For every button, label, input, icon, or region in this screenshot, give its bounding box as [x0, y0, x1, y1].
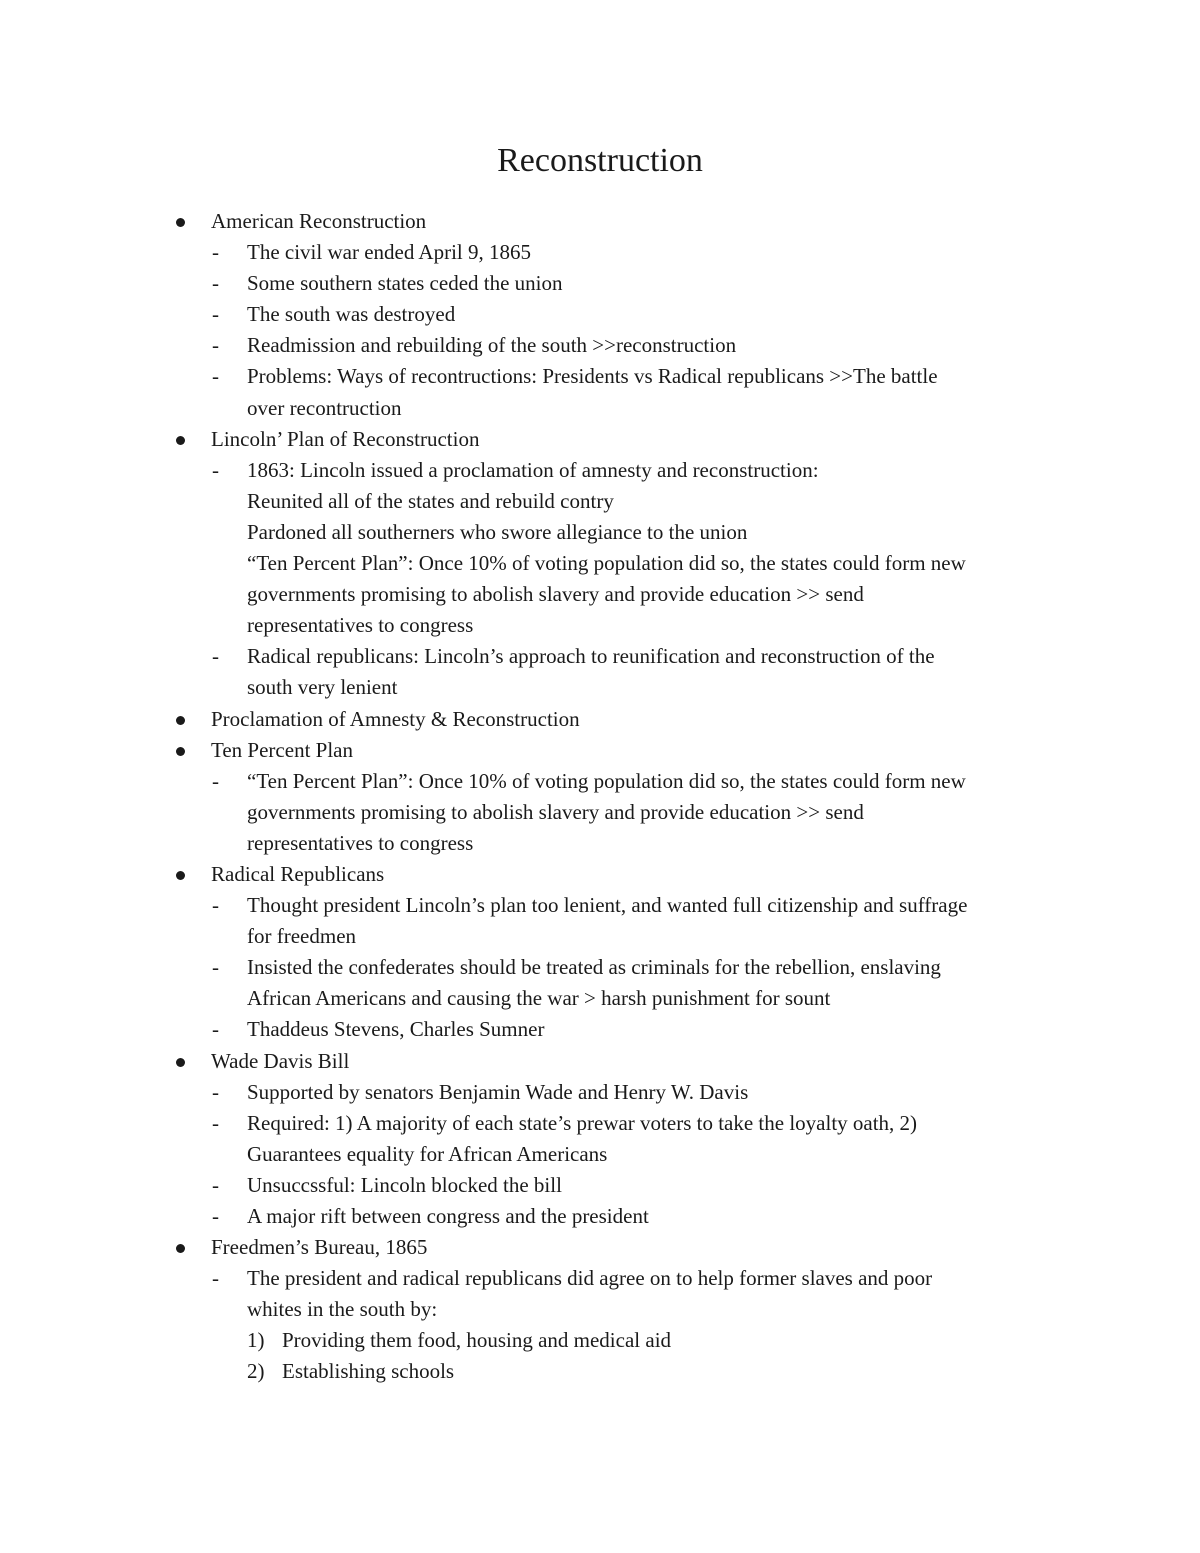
note-line-dash — [0, 299, 1200, 330]
bullet-text: Freedmen’s Bureau, 1865 — [211, 1235, 428, 1260]
sub-item-text: Required: 1) A majority of each state’s prewar voters to take the loyalty oath, 2) — [247, 1110, 918, 1135]
continuation-text: for freedmen — [247, 924, 357, 949]
note-line-dash — [0, 1170, 1200, 1201]
sub-item-text: Readmission and rebuilding of the south >>reconstruction — [247, 333, 737, 358]
continuation-text: representatives to congress — [247, 613, 474, 638]
dash-marker-icon: - — [212, 1079, 219, 1104]
bullet-text: Wade Davis Bill — [211, 1048, 350, 1073]
dash-marker-icon: - — [212, 768, 219, 793]
bullet-text: Ten Percent Plan — [211, 737, 353, 762]
note-line-cont — [0, 828, 1200, 859]
note-line-dash — [0, 1201, 1200, 1232]
page-title: Reconstruction — [497, 142, 703, 179]
note-line-dash — [0, 361, 1200, 392]
bullet-text: Radical Republicans — [211, 861, 385, 886]
dash-marker-icon: - — [212, 240, 219, 265]
continuation-text: Reunited all of the states and rebuild contry — [247, 488, 614, 513]
dash-marker-icon: - — [212, 1110, 219, 1135]
note-line-dash — [0, 268, 1200, 299]
note-line-cont — [0, 393, 1200, 424]
note-line-cont — [0, 486, 1200, 517]
sub-item-text: Radical republicans: Lincoln’s approach to reunification and reconstruction of the — [247, 644, 935, 669]
dash-marker-icon: - — [212, 271, 219, 296]
note-line-bullet — [0, 859, 1200, 890]
bullet-dot-icon — [176, 424, 187, 455]
continuation-text: over recontruction — [247, 395, 402, 420]
dash-marker-icon: - — [212, 333, 219, 358]
continuation-text: representatives to congress — [247, 830, 474, 855]
note-line-cont — [0, 921, 1200, 952]
dash-marker-icon: - — [212, 302, 219, 327]
sub-item-text: Problems: Ways of recontructions: Presidents vs Radical republicans >>The battle — [247, 364, 938, 389]
numbered-item-text: Providing them food, housing and medical aid — [282, 1328, 672, 1353]
sub-item-text: The south was destroyed — [247, 302, 456, 327]
note-line-cont — [0, 610, 1200, 641]
sub-item-text: 1863: Lincoln issued a proclamation of amnesty and reconstruction: — [247, 457, 819, 482]
sub-item-text: Insisted the confederates should be treated as criminals for the rebellion, enslaving — [247, 955, 941, 980]
note-line-dash — [0, 1014, 1200, 1045]
note-line-num — [0, 1356, 1200, 1387]
bullet-dot-icon — [176, 1232, 187, 1263]
dash-marker-icon: - — [212, 1204, 219, 1228]
sub-item-text: Thaddeus Stevens, Charles Sumner — [247, 1017, 545, 1042]
note-line-cont — [0, 1139, 1200, 1170]
numbered-item-text: Establishing schools — [282, 1359, 455, 1384]
note-line-cont — [0, 517, 1200, 548]
bullet-dot-icon — [176, 859, 187, 890]
notes-list — [0, 206, 1200, 1388]
note-line-cont — [0, 797, 1200, 828]
note-line-dash — [0, 890, 1200, 921]
note-line-dash — [0, 237, 1200, 268]
continuation-text: south very lenient — [247, 675, 398, 700]
note-line-bullet — [0, 206, 1200, 237]
note-line-cont — [0, 672, 1200, 703]
note-line-bullet — [0, 704, 1200, 735]
note-line-dash — [0, 1263, 1200, 1294]
note-line-bullet — [0, 424, 1200, 455]
sub-item-text: The civil war ended April 9, 1865 — [247, 240, 532, 265]
numbered-marker: 2) — [247, 1359, 265, 1384]
note-line-dash — [0, 952, 1200, 983]
bullet-dot-icon — [176, 735, 187, 766]
continuation-text: Pardoned all southerners who swore allegiance to the union — [247, 519, 748, 544]
note-line-cont — [0, 1294, 1200, 1325]
note-line-dash — [0, 1108, 1200, 1139]
dash-marker-icon: - — [212, 1172, 219, 1197]
sub-item-text: Thought president Lincoln’s plan too lenient, and wanted full citizenship and suffrage — [247, 893, 968, 918]
sub-item-text: Unsuccssful: Lincoln blocked the bill — [247, 1172, 562, 1197]
bullet-dot-icon — [176, 1046, 187, 1077]
note-line-num — [0, 1325, 1200, 1356]
bullet-dot-icon — [176, 704, 187, 735]
continuation-text: Guarantees equality for African Americans — [247, 1141, 608, 1166]
note-line-dash — [0, 1077, 1200, 1108]
note-line-cont — [0, 548, 1200, 579]
dash-marker-icon: - — [212, 457, 219, 482]
continuation-text: governments promising to abolish slavery and provide education >> send — [247, 582, 864, 607]
sub-item-text: A major rift between congress and the president — [247, 1204, 649, 1228]
note-line-dash — [0, 641, 1200, 672]
sub-item-text: The president and radical republicans did agree on to help former slaves and poor — [247, 1266, 933, 1291]
note-line-dash — [0, 455, 1200, 486]
note-line-dash — [0, 766, 1200, 797]
bullet-text: American Reconstruction — [211, 209, 427, 233]
note-line-cont — [0, 983, 1200, 1014]
dash-marker-icon: - — [212, 893, 219, 918]
continuation-text: governments promising to abolish slavery and provide education >> send — [247, 799, 864, 824]
continuation-text: whites in the south by: — [247, 1297, 438, 1322]
bullet-text: Lincoln’ Plan of Reconstruction — [211, 426, 480, 451]
note-line-dash — [0, 330, 1200, 361]
sub-item-text: Supported by senators Benjamin Wade and Henry W. Davis — [247, 1079, 749, 1104]
note-line-bullet — [0, 1046, 1200, 1077]
note-line-cont — [0, 579, 1200, 610]
continuation-text: African Americans and causing the war > harsh punishment for sount — [247, 986, 831, 1011]
numbered-marker: 1) — [247, 1328, 265, 1353]
dash-marker-icon: - — [212, 1266, 219, 1291]
bullet-text: Proclamation of Amnesty & Reconstruction — [211, 706, 580, 731]
dash-marker-icon: - — [212, 644, 219, 669]
continuation-text: “Ten Percent Plan”: Once 10% of voting population did so, the states could form new — [247, 551, 966, 576]
dash-marker-icon: - — [212, 364, 219, 389]
note-line-bullet — [0, 735, 1200, 766]
note-line-bullet — [0, 1232, 1200, 1263]
sub-item-text: “Ten Percent Plan”: Once 10% of voting population did so, the states could form new — [247, 768, 966, 793]
dash-marker-icon: - — [212, 1017, 219, 1042]
bullet-dot-icon — [176, 206, 187, 237]
dash-marker-icon: - — [212, 955, 219, 980]
sub-item-text: Some southern states ceded the union — [247, 271, 563, 296]
